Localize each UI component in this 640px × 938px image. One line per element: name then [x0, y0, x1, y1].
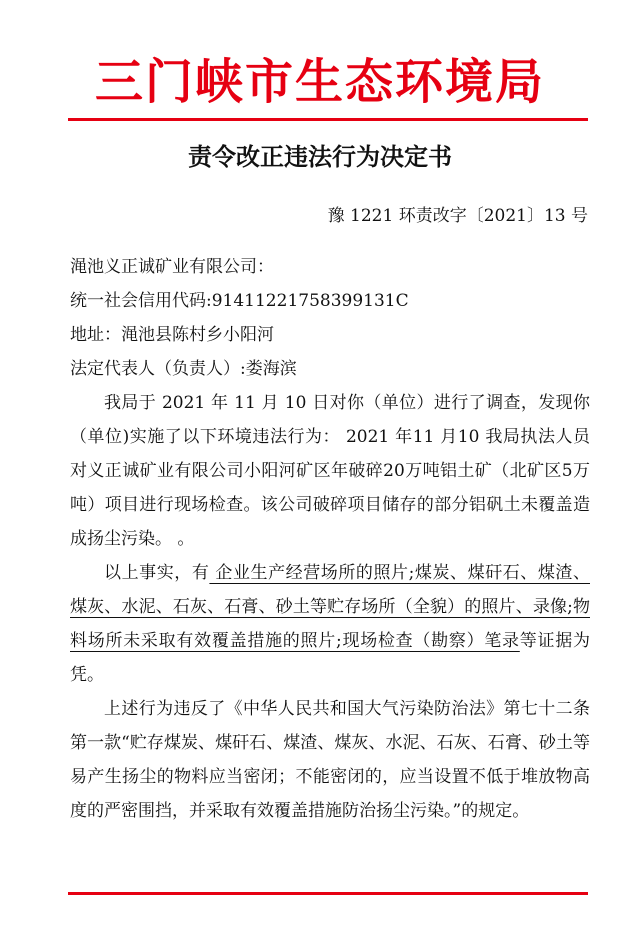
header-red-divider: [68, 118, 588, 121]
evidence-tail: 等证据为凭。: [70, 631, 590, 685]
investigation-paragraph: 我局于 2021 年 11 月 10 日对你（单位）进行了调查，发现你（单位)实施了以下环境违法行为： 2021 年11 月10 我局执法人员对义正诚矿业有限公司小阳河矿区年破碎20万吨铝土矿（北矿区5万吨）项目进行现场检查。该公司破碎项目储存的部分铝矾土未覆盖造成扬尘污染。 。: [70, 393, 590, 549]
document-title: 责令改正违法行为决定书: [188, 142, 452, 171]
credit-code: 统一社会信用代码:91411221758399131C: [70, 291, 409, 311]
issuing-authority-title: 三门峡市生态环境局: [94, 54, 545, 110]
legal-basis-paragraph: 上述行为违反了《中华人民共和国大气污染防治法》第七十二条第一款“贮存煤炭、煤矸石、煤渣、煤灰、水泥、石灰、石膏、砂土等易产生扬尘的物料应当密闭；不能密闭的，应当设置不低于堆放物高度的严密围挡，并采取有效覆盖措施防治扬尘污染。”的规定。: [70, 699, 590, 821]
evidence-lead: 以上事实，有: [104, 563, 210, 583]
recipient-name: 渑池义正诚矿业有限公司：: [70, 257, 274, 277]
document-body: [70, 250, 590, 828]
document-number: 豫 1221 环责改字〔2021〕13 号: [327, 206, 588, 226]
recipient-address: 地址：渑池县陈村乡小阳河: [70, 325, 274, 345]
footer-red-divider: [68, 892, 588, 895]
legal-representative: 法定代表人（负责人）:娄海滨: [70, 359, 297, 379]
evidence-list: 企业生产经营场所的照片;煤炭、煤矸石、煤渣、煤灰、水泥、石灰、石膏、砂土等贮存场所（全貌）的照片、录像;物料场所未采取有效覆盖措施的照片;现场检查（勘察）笔录: [70, 563, 590, 651]
evidence-paragraph: [70, 556, 590, 692]
